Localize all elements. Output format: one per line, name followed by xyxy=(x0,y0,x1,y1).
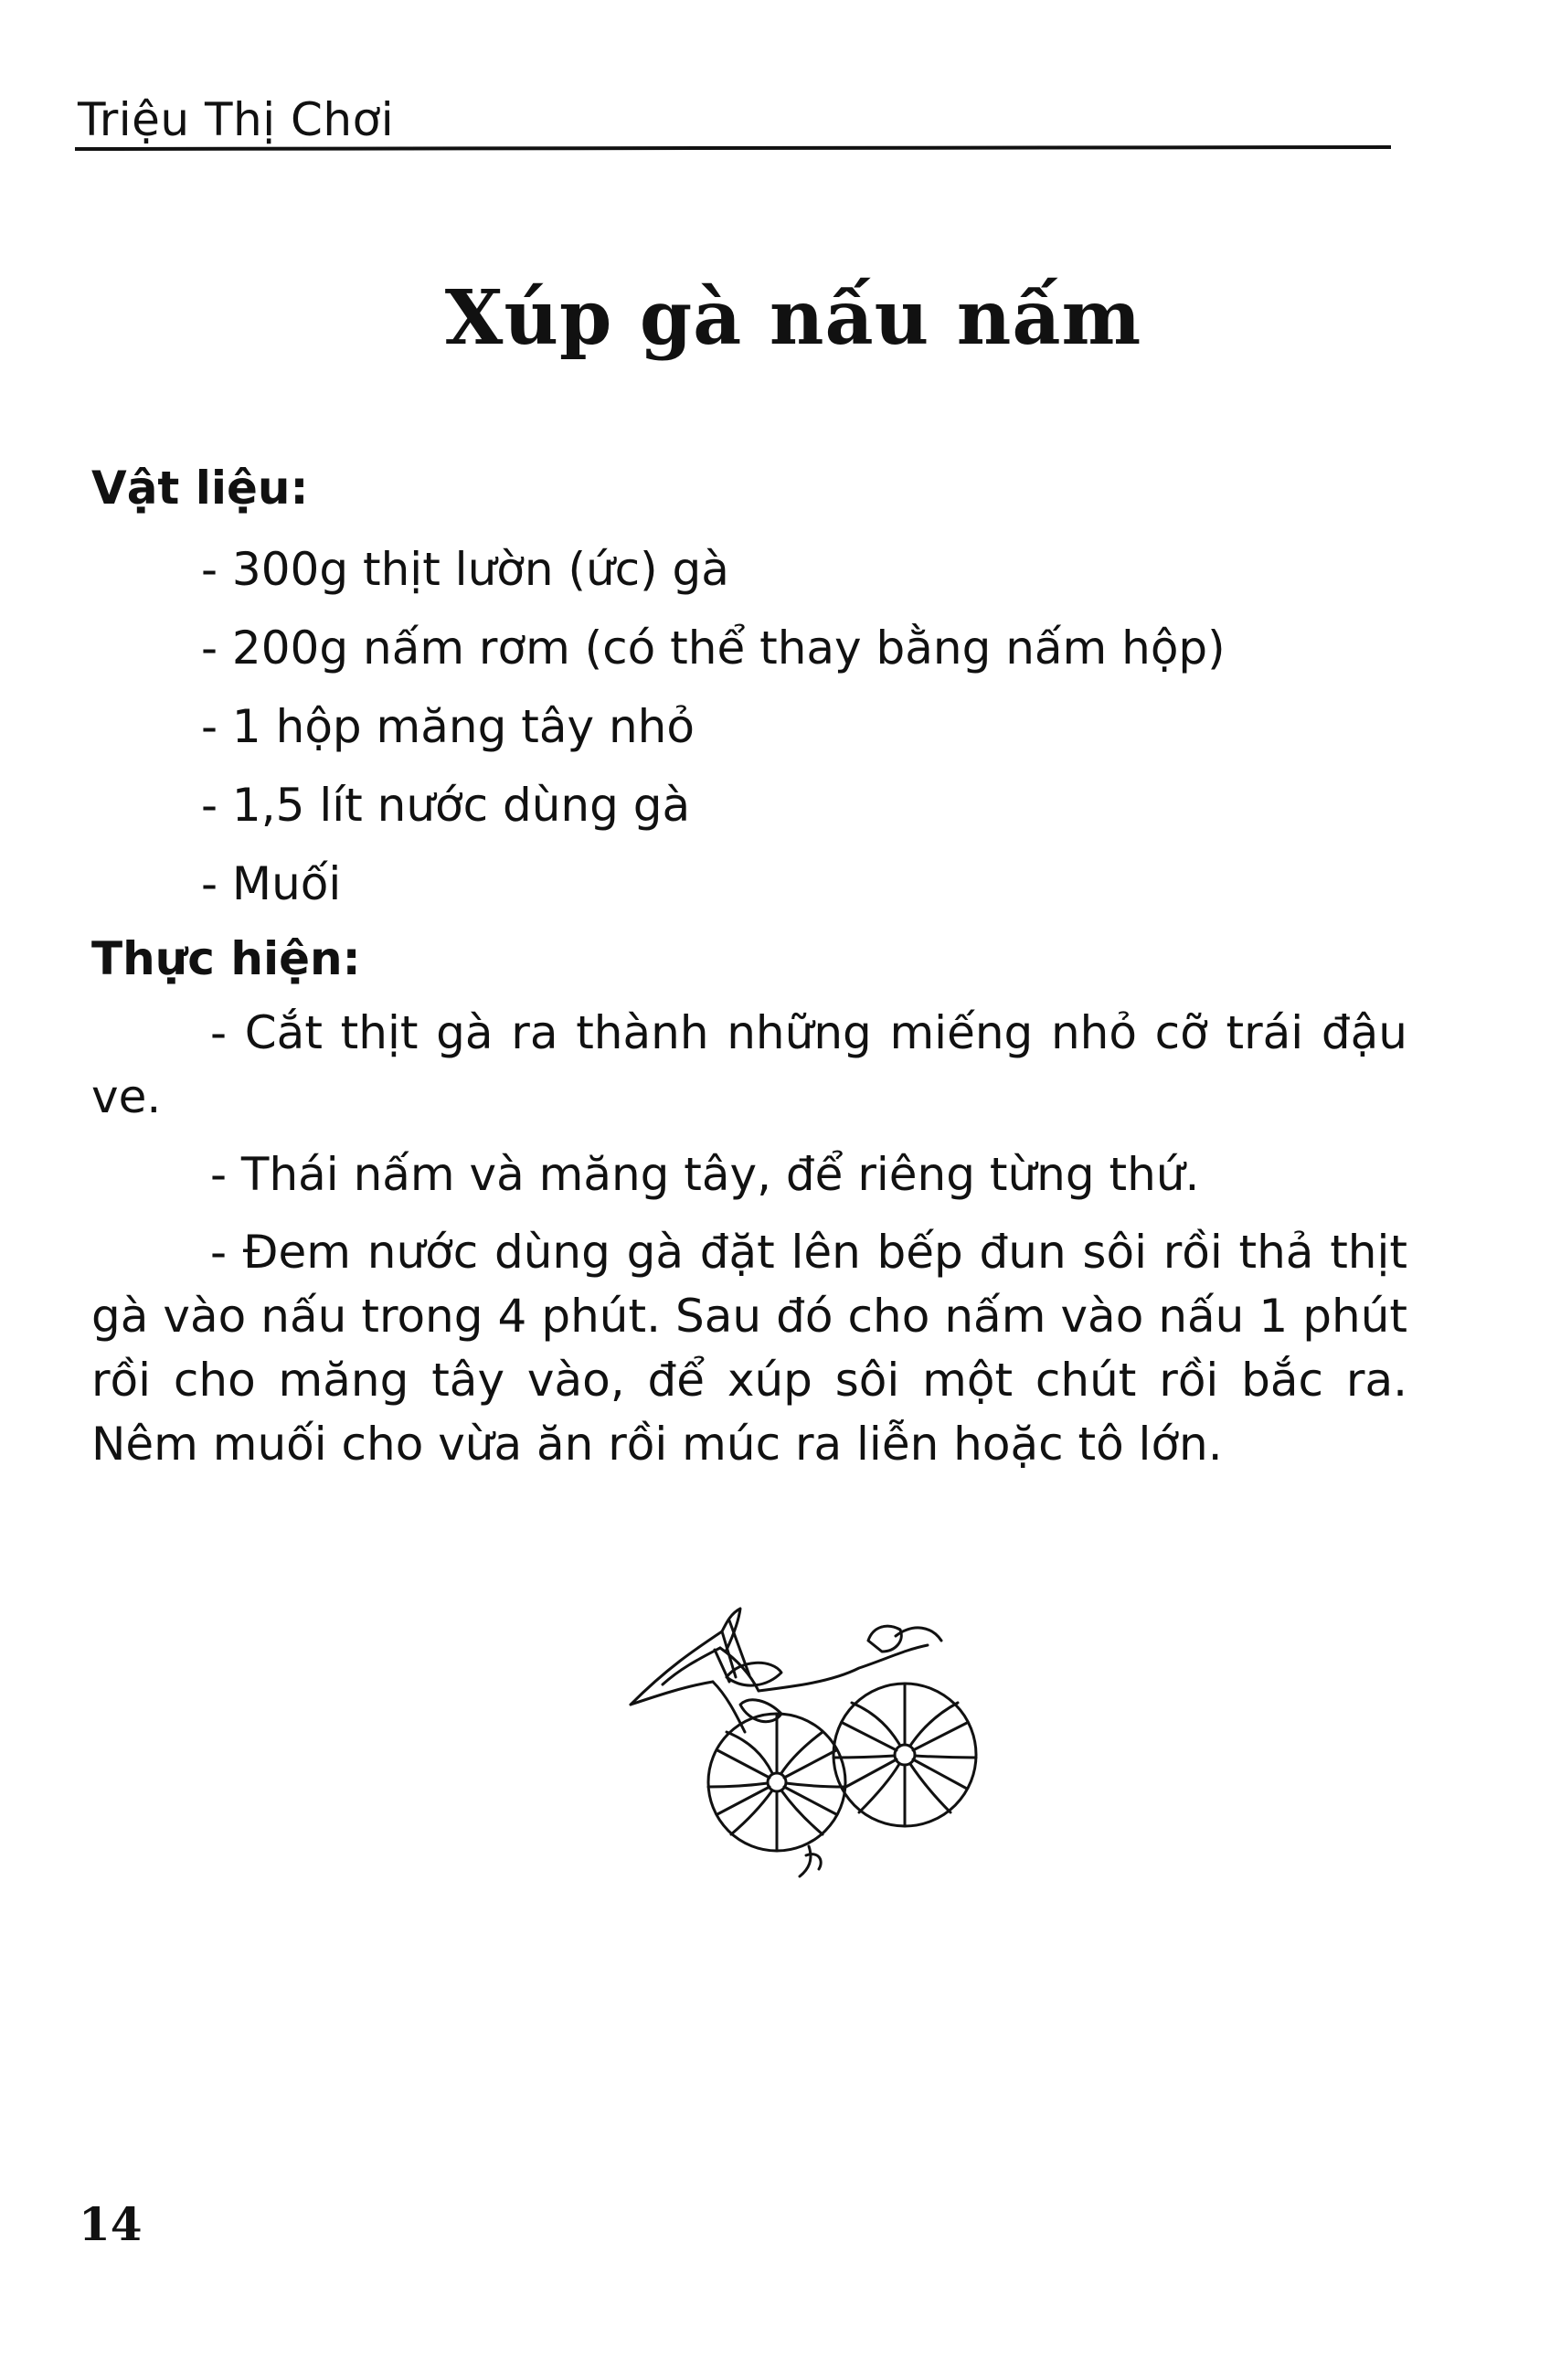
step-paragraph: - Đem nước dùng gà đặt lên bếp đun sôi rồi thả thịt gà vào nấu trong 4 phút. Sau đó cho nấm vào nấu 1 phút rồi cho măng tây vào, để xúp sôi một chút rồi bắc ra. Nêm muối cho vừa ăn rồi múc ra liễn hoặc tô lớn. xyxy=(91,1226,1407,1471)
header-rule xyxy=(75,145,1391,151)
ingredient-item: - 1,5 lít nước dùng gà xyxy=(201,779,691,832)
page-number: 14 xyxy=(79,2197,143,2251)
ingredient-item: - 1 hộp măng tây nhỏ xyxy=(201,700,695,753)
running-header: Triệu Thị Chơi xyxy=(78,93,395,146)
ingredient-list xyxy=(201,530,1226,923)
ingredient-item: - 200g nấm rơm (có thể thay bằng nấm hộp) xyxy=(201,622,1226,675)
ingredient-item: - Muối xyxy=(201,857,342,910)
ingredient-item: - 300g thịt lườn (ức) gà xyxy=(201,543,729,596)
step-paragraph: - Cắt thịt gà ra thành những miếng nhỏ cỡ trái đậu ve. xyxy=(91,1006,1407,1123)
step-paragraph: - Thái nấm và măng tây, để riêng từng thứ. xyxy=(210,1148,1200,1201)
recipe-title: Xúp gà nấu nấm xyxy=(444,274,1142,362)
morning-glory-ornament-icon xyxy=(612,1595,1005,1878)
ingredients-heading: Vật liệu: xyxy=(91,462,309,515)
steps-heading: Thực hiện: xyxy=(91,932,361,985)
